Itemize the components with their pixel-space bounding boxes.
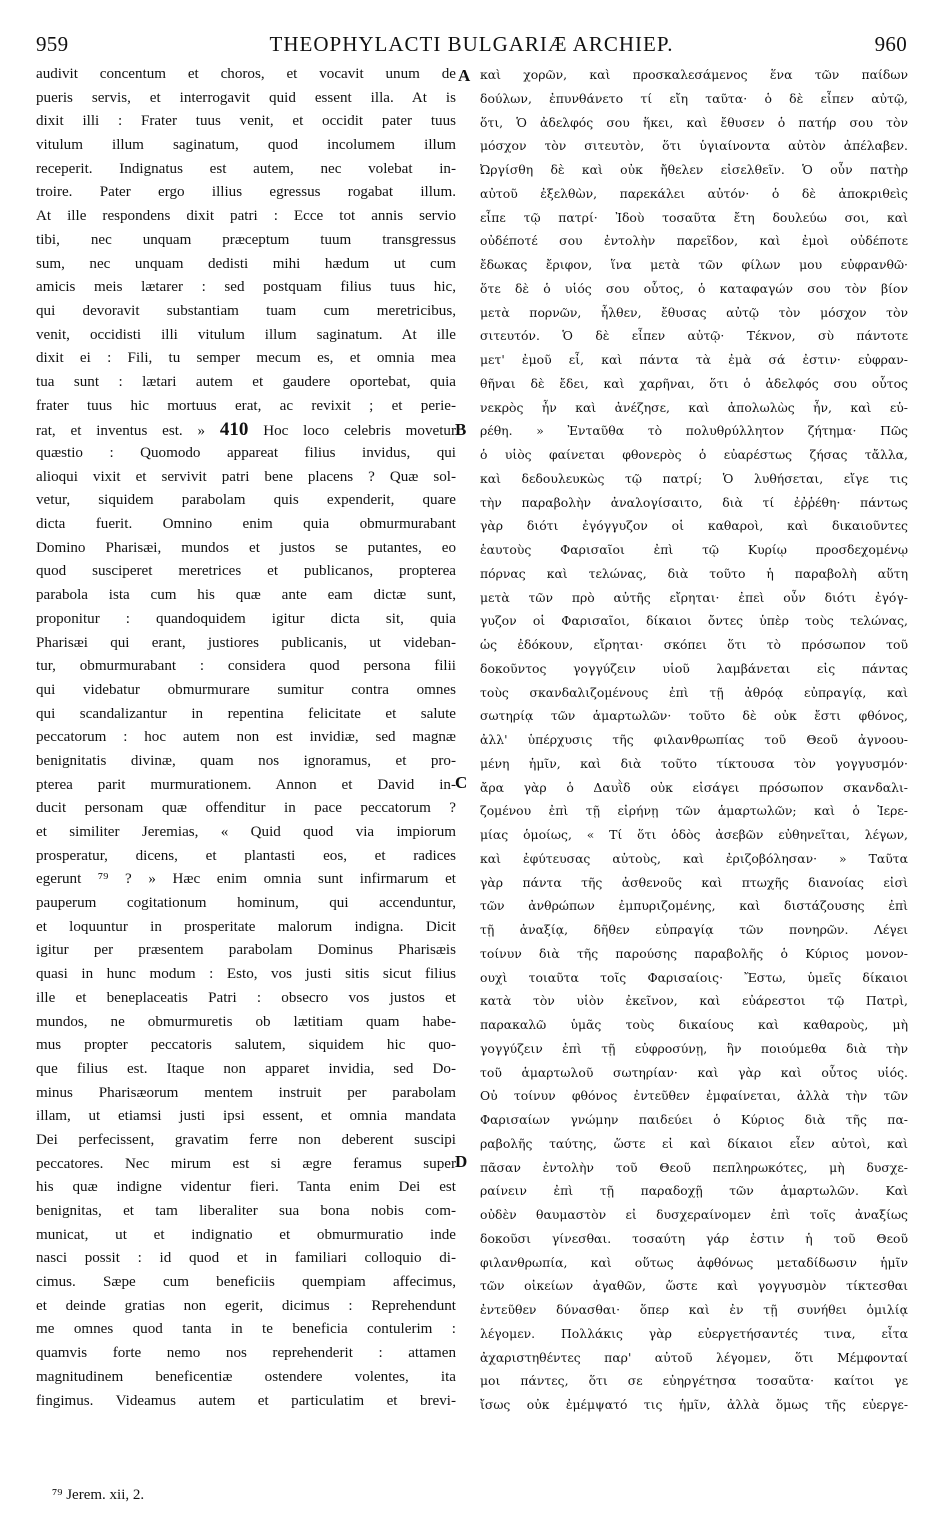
text-line: γυζον οἱ Φαρισαῖοι, δίκαιοι ὄντες ὑπὲρ τοὺς τελώνας, bbox=[480, 613, 908, 629]
greek-column bbox=[480, 63, 908, 1417]
text-line: αὐτοῦ ἐξελθὼν, παρεκάλει αὐτόν· ὁ δὲ ἀποκριθεὶς bbox=[480, 185, 908, 201]
text-line: ille et beneplaceatis Patri : obsecro vos justos et bbox=[36, 989, 456, 1006]
text-line: municat, ut et indignatio et obmurmuratio inde bbox=[36, 1226, 456, 1243]
text-line: οὐδέποτέ σου ἐντολὴν παρεῖδον, καὶ ἐμοὶ οὐδέποτε bbox=[480, 233, 908, 249]
text-line: μόσχον τὸν σιτευτὸν, ὅτι ὑγιαίνοντα αὐτὸν ἀπέλαβεν. bbox=[480, 138, 908, 154]
text-line: fingimus. Videamus autem et particulatim et brevi- bbox=[36, 1392, 456, 1409]
text-line: parabola ista cum his quæ ante eam dictæ sunt, bbox=[36, 587, 456, 604]
text-line: ἄρα γὰρ ὁ Δαυῒδ οὐκ εἰσάγει πρόσωπον σκανδαλι- bbox=[480, 779, 908, 795]
text-line: γογγύζειν ἐπὶ τῇ εὐφροσύνῃ, ἣν ποιούμεθα διὰ τὴν bbox=[480, 1040, 908, 1056]
text-line: γὰρ διότι ἐγόγγυζον οἱ καθαροὶ, καὶ δικαιοῦντες bbox=[480, 518, 908, 534]
text-line: μίας ὁμοίως, « Τί ὅτι ὁδὸς ἀσεβῶν εὐθηνεῖται, λέγων, bbox=[480, 827, 908, 842]
text-line: qui videbatur obmurmurare sumitur contra omnes bbox=[36, 681, 456, 698]
text-line: ραίνειν ἐπὶ τῇ παραδοχῇ τῶν ἁμαρτωλῶν. Καὶ bbox=[480, 1183, 908, 1199]
text-line: vitulum illum saginatum, quod incolumem illum bbox=[36, 137, 456, 154]
text-line: prosperatur, dicens, et plantasti eos, et radices bbox=[36, 847, 456, 864]
text-line: troire. Pater ergo illius egressus rogabat illum. bbox=[36, 184, 456, 201]
text-line: ρέθη. » Ἐνταῦθα τὸ πολυθρύλλητον ζήτημα· Πῶς bbox=[480, 423, 908, 439]
text-line: παρακαλῶ ὑμᾶς τοὺς δικαίους καὶ καθαροὺς, μὴ bbox=[480, 1017, 908, 1032]
text-line: μένη ἡμῖν, καὶ διὰ τοῦτο τίκτουσα τὸν γογγυσμόν· bbox=[480, 755, 908, 771]
text-line: et loquuntur in prosperitate malorum indigna. Dicit bbox=[36, 918, 456, 935]
text-line: μετὰ πορνῶν, ἦλθεν, ἔθυσας αὐτῷ τὸν μόσχον τὸν bbox=[480, 304, 908, 320]
text-line: quamvis forte nemo nos reprehenderit : attamen bbox=[36, 1345, 456, 1362]
text-line: τῶν ἀνθρώπων ἐμπυριζομένης, καὶ διστάζουσης ἐπὶ bbox=[480, 898, 908, 914]
text-line: proponitur : quandoquidem igitur dicta sit, quia bbox=[36, 610, 456, 627]
text-line: ζομένου ἐπὶ τῇ εἰρήνῃ τῶν ἁμαρτωλῶν; καὶ ὁ Ἱερε- bbox=[480, 803, 908, 819]
page-number-left: 959 bbox=[36, 32, 69, 56]
text-line: venit, occidisti illi vitulum illum saginatum. At ille bbox=[36, 326, 456, 343]
text-line: benignitatis divinæ, quam nos ignoramus, et pro- bbox=[36, 752, 456, 769]
text-line: pueris servis, et interrogavit quid essent illa. At is bbox=[36, 89, 456, 106]
text-line: amicis meis lætarer : sed postquam filius tuus hic, bbox=[36, 279, 456, 296]
text-line: τοὺς σκανδαλιζομένους ἐπὶ τῇ ἀθρόᾳ εὐπραγίᾳ, καὶ bbox=[480, 684, 908, 700]
text-line: mus propter peccatoris salutem, siquidem hic quo- bbox=[36, 1037, 456, 1054]
text-line: ἔδωκας ἔριφον, ἵνα μετὰ τῶν φίλων μου εὐφρανθῶ· bbox=[480, 257, 908, 272]
text-line: et deinde gratias non egerit, dicimus : Reprehendunt bbox=[36, 1297, 456, 1314]
text-line: qui devoravit substantiam tuam cum meretricibus, bbox=[36, 302, 456, 319]
text-line: tua sunt : lætari autem et gaudere oportebat, quia bbox=[36, 373, 456, 390]
text-line: mundos, ne obmurmuretis ob lætitiam quam habe- bbox=[36, 1013, 456, 1030]
text-line: his quæ indigne videntur fieri. Tanta enim Dei est bbox=[36, 1179, 456, 1196]
text-line: dixit ei : Fili, tu semper mecum es, et omnia mea bbox=[36, 350, 456, 367]
text-line: minus Pharisæorum mentem instruit per parabolam bbox=[36, 1084, 456, 1101]
text-line: τὴν παραβολὴν ἀναλογίσαιτο, διὰ τί ἐῤῥέθη· πάντως bbox=[480, 494, 908, 510]
text-line: ducit personam quæ offenditur in pace peccatorum ? bbox=[36, 800, 456, 817]
text-line: qui scandalizantur in repentina felicitate et salute bbox=[36, 705, 456, 722]
column-number: 410 bbox=[219, 419, 249, 441]
text-line: Οὐ τοίνυν φθόνος ἐντεῦθεν ἐμφαίνεται, ἀλλὰ τὴν τῶν bbox=[480, 1088, 908, 1104]
text-line: εἶπε τῷ πατρί· Ἰδοὺ τοσαῦτα ἔτη δουλεύω σοι, καὶ bbox=[480, 209, 908, 225]
text-line: et similiter Jeremias, « Quid quod via impiorum bbox=[36, 824, 456, 840]
text-fragment: Hoc loco celebris movetur bbox=[263, 423, 456, 440]
text-line: illam, ut etiamsi justi ipsi essent, et omnia mandata bbox=[36, 1108, 456, 1125]
text-line: ἀλλ' ὑπέρχυσις τῆς φιλανθρωπίας τοῦ Θεοῦ ἀγνοου- bbox=[480, 732, 908, 747]
text-line: Pharisæi qui erant, justiores publicanis, ut videban- bbox=[36, 634, 456, 651]
text-line: τοῦ ἁμαρτωλοῦ σωτηρίαν· καὶ γὰρ καὶ οὗτος υἱός. bbox=[480, 1064, 908, 1080]
text-line: Φαρισαίων γνώμην παιδεύει ὁ Κύριος διὰ τῆς πα- bbox=[480, 1112, 908, 1127]
text-line: νεκρὸς ἦν καὶ ἀνέζησε, καὶ ἀπολωλὼς ἦν, καὶ εὑ- bbox=[480, 399, 908, 415]
text-line: τοίνυν διὰ τῆς παρούσης παραβολῆς ὁ Κύριος μονον- bbox=[480, 945, 908, 961]
text-line: dicta fuerit. Omnino enim quia obmurmurabant bbox=[36, 516, 456, 533]
text-line: dixit illi : Frater tuus venit, et occidit pater tuus bbox=[36, 113, 456, 130]
text-line: cimus. Sæpe cum beneficiis quempiam affecimus, bbox=[36, 1274, 456, 1291]
text-line: alioqui vixit et servivit patri bene placens ? Quæ sol- bbox=[36, 468, 456, 485]
text-line: audivit concentum et choros, et vocavit unum de bbox=[36, 66, 456, 82]
text-line: nasci possit : id quod et in familiari colloquio di- bbox=[36, 1250, 456, 1267]
text-line: benignitas, et tam liberaliter sua bona nobis com- bbox=[36, 1203, 456, 1219]
text-line: δοκοῦσι γίνεσθαι. τοσαύτη γάρ ἐστιν ἡ τοῦ Θεοῦ bbox=[480, 1230, 908, 1246]
text-line: ὅτι, Ὁ ἀδελφός σου ἥκει, καὶ ἔθυσεν ὁ πατήρ σου τὸν bbox=[480, 114, 908, 130]
margin-marker-b: B bbox=[455, 420, 467, 439]
text-line: ἑαυτοὺς Φαρισαῖοι ἐπὶ τῷ Κυρίῳ προσδεχομένῳ bbox=[480, 542, 908, 557]
margin-marker-c: C bbox=[455, 773, 468, 792]
text-line: τῇ ἀναξίᾳ, δῆθεν εὐπραγίᾳ τῶν πονηρῶν. Λέγει bbox=[480, 922, 908, 937]
margin-marker-d: D bbox=[455, 1152, 468, 1171]
text-line: pauperum cogitationum hominum, qui accenduntur, bbox=[36, 895, 456, 912]
text-line: ἀχαριστηθέντες παρ' αὐτοῦ λέγομεν, ὅτι Μέμφονταί bbox=[480, 1349, 908, 1365]
margin-marker-a: A bbox=[458, 66, 471, 85]
text-line: ὁ υἱὸς φαίνεται φθονερὸς ὁ εὐαρέστως ζήσας τἄλλα, bbox=[480, 447, 908, 462]
text-line: sum, nec unquam dedisti mihi hædum ut cum bbox=[36, 255, 456, 272]
text-line: me omnes quod tanta in te beneficia contulerim : bbox=[36, 1321, 456, 1338]
text-line: μετὰ τῶν πρὸ αὐτῆς εἴρηται· ἐπεὶ οὖν διότι ἐγόγ- bbox=[480, 589, 908, 605]
text-line: tibi, nec unquam præceptum tuum transgressus bbox=[36, 231, 456, 248]
page-number-right: 960 bbox=[874, 32, 907, 56]
text-line: πόρνας καὶ τελώνας, διὰ τοῦτο ἡ παραβολὴ αὕτη bbox=[480, 565, 908, 581]
text-line: δοκοῦντος γογγύζειν υἱοῦ λαμβάνεται εἰς πάντας bbox=[480, 660, 908, 676]
text-line bbox=[36, 418, 456, 442]
text-line: ουχὶ τοιαῦτα τοῖς Φαρισαίοις· Ἔστω, ὑμεῖς δίκαιοι bbox=[480, 969, 908, 985]
text-line: μοι πάντες, ὅτι σε εὐηργέτησα τοσαῦτα· καίτοι γε bbox=[480, 1373, 908, 1389]
text-line: τῶν οἰκείων ἀγαθῶν, ὥστε καὶ γογγυσμὸν τίκτεσθαι bbox=[480, 1278, 908, 1294]
text-line: καὶ ἐφύτευσας αὐτοὺς, καὶ ἐριζοβόλησαν· » Ταῦτα bbox=[480, 850, 908, 866]
text-line: καὶ δεδουλευκὼς τῷ πατρί; Ὁ λυθήσεται, εἴγε τις bbox=[480, 470, 908, 486]
text-line: πᾶσαν ἐντολὴν τοῦ Θεοῦ πεπληρωκότες, μὴ δυσχε- bbox=[480, 1159, 908, 1175]
text-line: καὶ χορῶν, καὶ προσκαλεσάμενος ἕνα τῶν παίδων bbox=[480, 67, 908, 82]
text-line: egerunt ⁷⁹ ? » Hæc enim omnia sunt infirmarum et bbox=[36, 871, 456, 888]
text-line: tur, obmurmurabant : considera quod persona filii bbox=[36, 658, 456, 675]
text-line: que filius est. Itaque non apparet invidia, sed Do- bbox=[36, 1060, 456, 1077]
text-line: θῆναι δὲ ἔδει, καὶ χαρῆναι, ὅτι ὁ ἀδελφός σου οὗτος bbox=[480, 375, 908, 391]
text-line: igitur per præsentem parabolam Dominus Pharisæis bbox=[36, 942, 456, 959]
text-line: Dei perfecissent, gravatim ferre non deberent suscipi bbox=[36, 1131, 456, 1148]
page-header bbox=[36, 32, 907, 60]
text-line: vetur, siquidem parabolam quis expenderit, quare bbox=[36, 492, 456, 509]
latin-column bbox=[36, 63, 456, 1413]
text-line: ἐντεῦθεν δύνασθαι· ὅπερ καὶ ἐν τῇ συνήθει ὁμιλίᾳ bbox=[480, 1302, 908, 1317]
footnote: ⁷⁹ Jerem. xii, 2. bbox=[52, 1487, 145, 1503]
text-line: ὅτε δὲ ὁ υἱός σου οὗτος, ὁ καταφαγών σου τὸν βίον bbox=[480, 280, 908, 296]
text-line: δούλων, ἐπυνθάνετο τί εἴη ταῦτα· ὁ δὲ εἶπεν αὐτῷ, bbox=[480, 90, 908, 106]
text-line: ὡς ἐδόκουν, εἴρηται· σκόπει ὅτι τὸ πρόσωπον τοῦ bbox=[480, 637, 908, 652]
text-line: σιτευτόν. Ὁ δὲ εἶπεν αὐτῷ· Τέκνον, σὺ πάντοτε bbox=[480, 328, 908, 344]
text-line: γὰρ πάντα τῆς ἀσθενοῦς καὶ πτωχῆς διανοίας εἰσὶ bbox=[480, 874, 908, 890]
text-line: λέγομεν. Πολλάκις γὰρ εὐεργετήσαντές τινα, εἶτα bbox=[480, 1325, 908, 1341]
text-fragment: rat, et inventus est. » bbox=[36, 423, 206, 440]
text-line: Ὠργίσθη δὲ καὶ οὐκ ἤθελεν εἰσελθεῖν. Ὁ οὖν πατὴρ bbox=[480, 162, 908, 177]
text-line: φιλανθρωπία, καὶ οὕτως ἀφθόνως μεταδίδωσιν ἡμῖν bbox=[480, 1254, 908, 1270]
text-line: receperit. Indignatus est autem, nec volebat in- bbox=[36, 160, 456, 177]
text-line: Domino Pharisæi, mundos et justos se putantes, eo bbox=[36, 539, 456, 556]
text-line: σωτηρίᾳ τῶν ἁμαρτωλῶν· τοῦτο δὲ οὐκ ἔστι φθόνος, bbox=[480, 708, 908, 724]
text-line: μετ' ἐμοῦ εἶ, καὶ πάντα τὰ ἐμὰ σά ἐστιν· εὐφραν- bbox=[480, 352, 908, 367]
text-line: peccatorum : hoc autem non est invidiæ, sed magnæ bbox=[36, 729, 456, 746]
text-line: κατὰ τὸν υἱὸν ἐκεῖνον, καὶ εὐάρεστοι τῷ Πατρὶ, bbox=[480, 993, 908, 1009]
text-line: quod susciperet meretrices et publicanos, propterea bbox=[36, 563, 456, 580]
running-title: THEOPHYLACTI BULGARIÆ ARCHIEP. bbox=[269, 32, 674, 56]
text-line: frater tuus hic mortuus erat, ac revixit ; et perie- bbox=[36, 397, 456, 414]
text-line: ἴσως οὐκ ἐμέμψατό τις ἡμῖν, ἀλλὰ ὅμως τῆς εὐεργε- bbox=[480, 1397, 908, 1412]
text-line: pterea parit murmurationem. Annon et David in- bbox=[36, 776, 456, 793]
text-line: At ille respondens dixit patri : Ecce tot annis servio bbox=[36, 208, 456, 225]
text-line: ραβολῆς ταύτης, ὥστε εἰ καὶ δίκαιοι εἶεν αὐτοὶ, καὶ bbox=[480, 1135, 908, 1151]
text-line: peccatores. Nec mirum est si ægre feramus super bbox=[36, 1155, 456, 1172]
text-line: quasi in hunc modum : Esto, vos justi sitis sicut filius bbox=[36, 966, 456, 983]
text-line: magnitudinem beneficentiæ ostendere volentes, ita bbox=[36, 1368, 456, 1385]
text-line: quæstio : Quomodo appareat filius invidus, qui bbox=[36, 445, 456, 461]
text-line: οὐδὲν θαυμαστὸν εἰ δυσχεραίνομεν ἐπὶ τοῖς ἀναξίως bbox=[480, 1207, 908, 1222]
